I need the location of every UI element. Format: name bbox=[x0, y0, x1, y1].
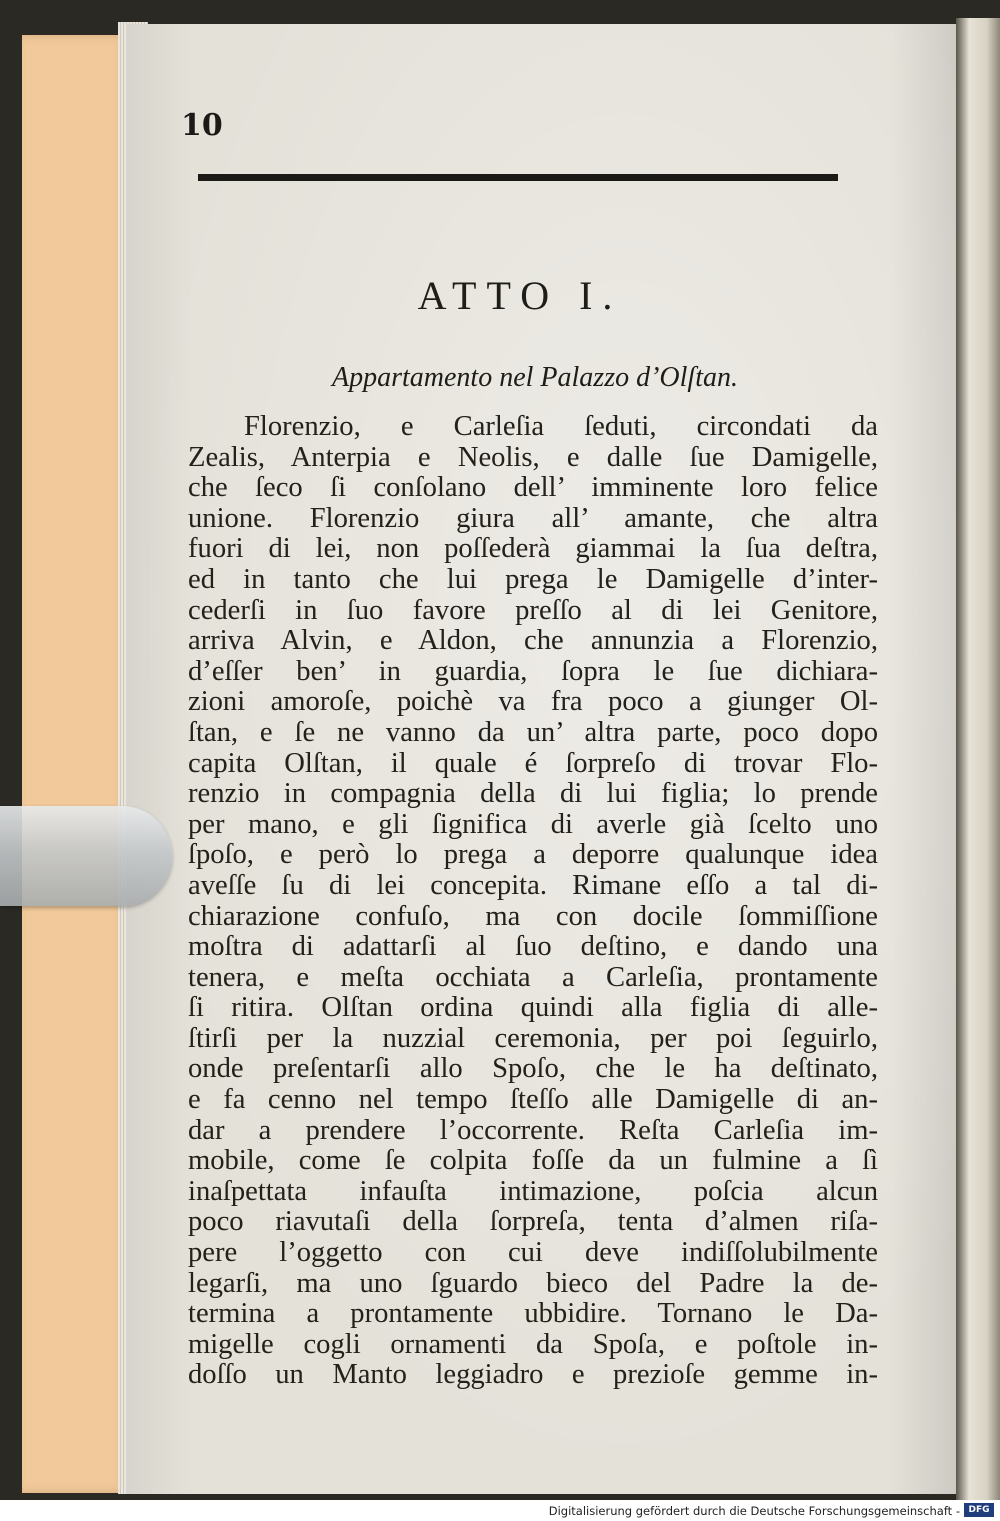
header-rule bbox=[198, 174, 838, 181]
text-line: arriva Alvin, e Aldon, che annunzia a Florenzio, bbox=[188, 625, 878, 657]
facing-page-edge bbox=[956, 18, 1000, 1500]
text-line: pere l’oggetto con cui deve indiſſolubilmente bbox=[188, 1237, 878, 1269]
text-line: fuori di lei, non poſſederà giammai la ſua deſtra, bbox=[188, 533, 878, 565]
text-line: zioni amoroſe, poichè va fra poco a giunger Ol- bbox=[188, 686, 878, 718]
text-line: ed in tanto che lui prega le Damigelle d’inter- bbox=[188, 563, 878, 595]
text-line: ſi ritira. Olſtan ordina quindi alla figlia di alle- bbox=[188, 992, 878, 1024]
text-line: poco riavutaſi della ſorpreſa, tenta d’almen riſa- bbox=[188, 1206, 878, 1238]
text-line: ſtan, e ſe ne vanno da un’ altra parte, poco dopo bbox=[188, 716, 878, 748]
footer-bar bbox=[0, 1500, 1000, 1521]
page-number: 10 bbox=[181, 108, 223, 143]
text-line: che ſeco ſi conſolano dell’ imminente loro felice bbox=[188, 472, 878, 504]
book-cover-edge bbox=[22, 35, 130, 1493]
text-line: dar a prendere l’occorrente. Reſta Carleſia im- bbox=[188, 1114, 878, 1146]
text-line: renzio in compagnia della di lui figlia; lo prende bbox=[188, 778, 878, 810]
text-line: e fa cenno nel tempo ſteſſo alle Damigelle di an- bbox=[188, 1084, 878, 1116]
text-line: inaſpettata infauſta intimazione, poſcia alcun bbox=[188, 1175, 878, 1207]
footer-credit: Digitalisierung gefördert durch die Deutsche Forschungsgemeinschaft - bbox=[548, 1504, 960, 1518]
text-line: migelle cogli ornamenti da Spoſa, e poſtole in- bbox=[188, 1328, 878, 1360]
dfg-logo: DFG bbox=[964, 1503, 994, 1517]
text-line: tenera, e meſta occhiata a Carleſia, prontamente bbox=[188, 961, 878, 993]
text-line: moſtra di adattarſi al ſuo deſtino, e dando una bbox=[188, 931, 878, 963]
text-line: aveſſe ſu di lei concepita. Rimane eſſo a tal di- bbox=[188, 869, 878, 901]
text-line: Zealis, Anterpia e Neolis, e dalle ſue Damigelle, bbox=[188, 441, 878, 473]
text-line: Florenzio, e Carleſia ſeduti, circondati da bbox=[244, 411, 878, 442]
body-text bbox=[188, 412, 878, 1391]
text-line: doſſo un Manto leggiadro e prezioſe gemme in- bbox=[188, 1359, 878, 1391]
text-line: ſpoſo, e però lo prega a deporre qualunque idea bbox=[188, 839, 878, 871]
text-line: chiarazione confuſo, ma con docile ſommiſſione bbox=[188, 900, 878, 932]
text-line: legarſi, ma uno ſguardo bieco del Padre la de- bbox=[188, 1267, 878, 1299]
text-line: per mano, e gli ſignifica di averle già ſcelto uno bbox=[188, 808, 878, 840]
text-line: termina a prontamente ubbidire. Tornano le Da- bbox=[188, 1298, 878, 1330]
page-clip bbox=[0, 806, 172, 906]
text-line: mobile, come ſe colpita foſſe da un fulmine a ſì bbox=[188, 1145, 878, 1177]
scene-heading: Appartamento nel Palazzo d’Olſtan. bbox=[332, 362, 738, 393]
text-line: onde preſentarſi allo Spoſo, che le ha deſtinato, bbox=[188, 1053, 878, 1085]
text-line: ſtirſi per la nuzzial ceremonia, per poi ſeguirlo, bbox=[188, 1022, 878, 1054]
text-line: capita Olſtan, il quale é ſorpreſo di trovar Flo- bbox=[188, 747, 878, 779]
text-line: cederſi in ſuo favore preſſo al di lei Genitore, bbox=[188, 594, 878, 626]
text-line: unione. Florenzio giura all’ amante, che altra bbox=[188, 502, 878, 534]
text-line: d’eſſer ben’ in guardia, ſopra le ſue dichiara- bbox=[188, 655, 878, 687]
act-title: ATTO I. bbox=[417, 273, 623, 318]
